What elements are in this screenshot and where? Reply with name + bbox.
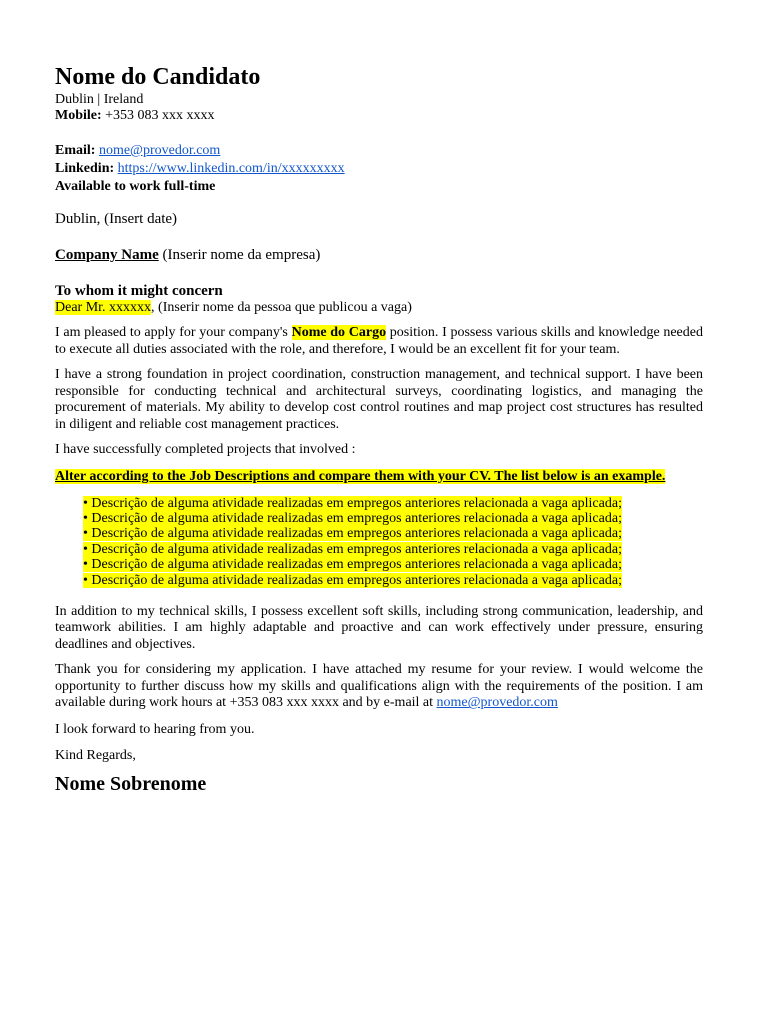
company-note: (Inserir nome da empresa) [158, 247, 321, 263]
activity-list [83, 496, 703, 588]
paragraph-soft-skills: In addition to my technical skills, I possess excellent soft skills, including strong communication, leadership, and teamwork abilities. I am highly adaptable and proactive and can work effectively under pressure, ensuring deadlines and objectives. [55, 603, 703, 652]
paragraph-thanks [55, 662, 703, 712]
linkedin-label: Linkedin: [55, 161, 115, 176]
salutation-title: To whom it might concern [55, 283, 223, 299]
look-forward-line: I look forward to hearing from you. [55, 721, 255, 737]
bullet-icon: • [83, 541, 88, 557]
bullet-icon: • [83, 495, 88, 511]
list-item-text: Descrição de alguma atividade realizadas em empregos anteriores relacionada a vaga aplicada; [91, 557, 622, 573]
mobile-value: +353 083 xxx xxxx [101, 108, 215, 123]
email-link[interactable]: nome@provedor.com [98, 143, 221, 158]
email-label: Email: [55, 143, 96, 158]
instruction-note-text: Alter according to the Job Descriptions and compare them with your CV. The list below is an example. [55, 468, 666, 484]
mobile-line [55, 108, 703, 124]
list-item-text: Descrição de alguma atividade realizadas em empregos anteriores relacionada a vaga aplicada; [91, 572, 622, 588]
linkedin-line [55, 160, 703, 178]
candidate-name: Nome do Candidato [55, 64, 261, 90]
list-item-text: Descrição de alguma atividade realizadas em empregos anteriores relacionada a vaga aplicada; [91, 510, 622, 526]
header-spacer [55, 124, 703, 142]
availability: Available to work full-time [55, 179, 216, 194]
location: Dublin | Ireland [55, 92, 144, 107]
signature-name: Nome Sobrenome [55, 772, 207, 795]
date-line: Dublin, (Insert date) [55, 211, 178, 227]
linkedin-link[interactable]: https://www.linkedin.com/in/xxxxxxxxx [117, 161, 345, 176]
list-item-text: Descrição de alguma atividade realizadas em empregos anteriores relacionada a vaga aplicada; [91, 541, 622, 557]
dear-line [55, 300, 703, 316]
list-item [83, 573, 703, 588]
paragraph-intro [55, 325, 703, 358]
paragraph-experience: I have a strong foundation in project coordination, construction management, and technical support. I have been responsible for conducting technical and architectural surveys, coordinating logistics, and managing the procurement of materials. My ability to develop cost control routines and map project cost structures has resulted in diligent and reliable cost management practices. [55, 367, 703, 432]
company-name: Company Name [55, 247, 159, 263]
bullet-icon: • [83, 526, 88, 542]
list-item [83, 542, 703, 557]
list-item-text: Descrição de alguma atividade realizadas em empregos anteriores relacionada a vaga aplicada; [91, 526, 622, 542]
list-item-text: Descrição de alguma atividade realizadas em empregos anteriores relacionada a vaga aplicada; [91, 495, 622, 511]
list-item [83, 496, 703, 511]
bullet-icon: • [83, 572, 88, 588]
mobile-label: Mobile: [55, 108, 102, 123]
bullet-icon: • [83, 510, 88, 526]
kind-regards: Kind Regards, [55, 747, 136, 763]
instruction-note [55, 469, 703, 485]
paragraph-projects: I have successfully completed projects that involved : [55, 442, 356, 457]
email-line [55, 142, 703, 160]
list-item [83, 526, 703, 541]
list-item [83, 557, 703, 572]
dear-note: , (Inserir nome da pessoa que publicou a vaga) [151, 300, 412, 315]
bullet-icon: • [83, 557, 88, 573]
closing-email-link[interactable]: nome@provedor.com [436, 695, 558, 711]
list-item [83, 511, 703, 526]
intro-text-before: I am pleased to apply for your company's [55, 325, 292, 340]
thanks-text: Thank you for considering my application. I have attached my resume for your review. I would welcome the opportunity to further discuss how my skills and qualifications align with the requirements of the position. I am available during work hours at +353 083 xxx xxxx and by e-mail at [55, 662, 703, 711]
position-name: Nome do Cargo [291, 325, 387, 340]
company-line [55, 246, 703, 264]
dear-name: Dear Mr. xxxxxx [55, 300, 152, 315]
intro-text-after: position. I possess various skills and knowledge needed to execute all duties associated with the role, and therefore, I would be an excellent fit for your team. [55, 325, 703, 357]
